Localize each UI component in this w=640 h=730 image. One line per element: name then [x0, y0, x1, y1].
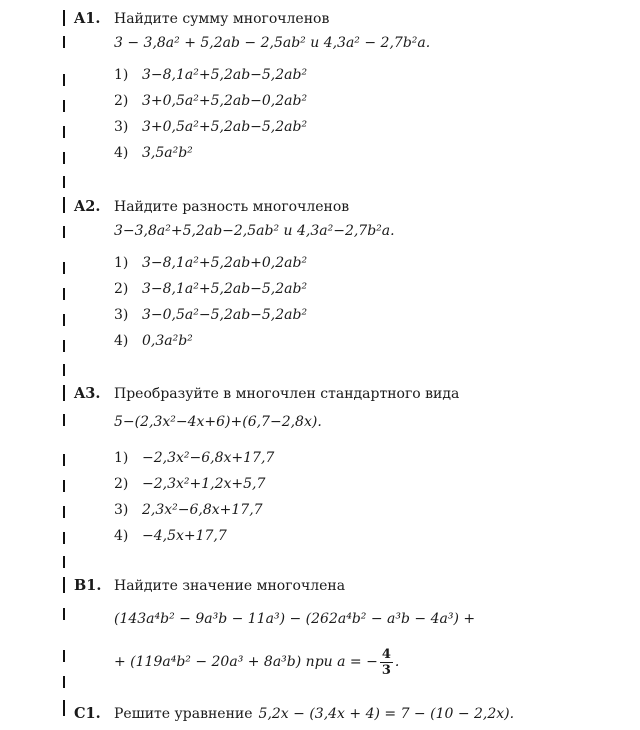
option-number: 2)	[114, 281, 129, 297]
task-a1	[74, 8, 634, 166]
option-text: 3−8,1a²+5,2ab+0,2ab²	[142, 255, 308, 271]
task-c1-title: Решите уравнение	[114, 706, 253, 722]
option-text: −2,3x²−6,8x+17,7	[142, 450, 275, 466]
task-a1-header	[74, 8, 634, 30]
task-a1-expression: 3 − 3,8a² + 5,2ab − 2,5ab² и 4,3a² − 2,7b²a.	[114, 35, 431, 51]
answer-option	[114, 328, 634, 354]
answer-option	[114, 114, 634, 140]
task-a1-id: A1.	[74, 10, 101, 27]
margin-mark	[63, 340, 65, 352]
task-b1-id: B1.	[74, 577, 102, 594]
task-c1-id: C1.	[74, 705, 101, 722]
answer-option	[114, 471, 634, 497]
task-b1-expression-line2	[114, 645, 634, 679]
margin-mark	[63, 454, 65, 466]
option-number: 4)	[114, 528, 129, 544]
margin-mark	[63, 608, 65, 620]
option-text: 3,5a²b²	[142, 145, 193, 161]
margin-mark	[63, 650, 65, 662]
option-number: 4)	[114, 333, 129, 349]
margin-mark	[63, 226, 65, 238]
task-a3-id: A3.	[74, 385, 101, 402]
option-number: 1)	[114, 67, 129, 83]
task-a2-title: Найдите разность многочленов	[114, 199, 350, 215]
answer-option	[114, 445, 634, 471]
answer-option	[114, 276, 634, 302]
task-a1-title: Найдите сумму многочленов	[114, 11, 330, 27]
option-number: 2)	[114, 93, 129, 109]
task-b1-line2-prefix: + (119a⁴b² − 20a³ + 8a³b) при a = −	[114, 654, 378, 670]
option-text: 3−8,1a²+5,2ab−5,2ab²	[142, 67, 308, 83]
margin-mark	[63, 480, 65, 492]
task-a2-options	[74, 250, 634, 354]
task-b1-header	[74, 575, 634, 597]
margin-mark	[63, 364, 65, 376]
margin-mark	[63, 152, 65, 164]
task-c1-body	[114, 703, 514, 725]
fraction	[380, 647, 393, 678]
option-text: 3+0,5a²+5,2ab−0,2ab²	[142, 93, 308, 109]
task-a2-header	[74, 196, 634, 218]
margin-mark	[63, 700, 65, 716]
option-number: 2)	[114, 476, 129, 492]
task-c1-expression: 5,2x − (3,4x + 4) = 7 − (10 − 2,2x).	[258, 706, 515, 722]
margin-mark	[63, 506, 65, 518]
margin-mark	[63, 74, 65, 86]
task-b1-title: Найдите значение многочлена	[114, 578, 346, 594]
option-number: 4)	[114, 145, 129, 161]
task-a3	[74, 383, 634, 549]
margin-mark	[63, 36, 65, 48]
answer-option	[114, 140, 634, 166]
task-a2	[74, 196, 634, 354]
task-a3-header	[74, 383, 634, 405]
task-a2-id: A2.	[74, 198, 101, 215]
answer-option	[114, 62, 634, 88]
answer-option	[114, 88, 634, 114]
task-a3-options	[74, 445, 634, 549]
task-a1-options	[74, 62, 634, 166]
task-a2-expression: 3−3,8a²+5,2ab−2,5ab² и 4,3a²−2,7b²a.	[114, 223, 395, 239]
margin-mark	[63, 577, 65, 593]
answer-option	[114, 523, 634, 549]
answer-option	[114, 497, 634, 523]
fraction-denominator: 3	[381, 662, 391, 678]
option-number: 3)	[114, 307, 129, 323]
task-a3-expression: 5−(2,3x²−4x+6)+(6,7−2,8x).	[114, 414, 322, 430]
margin-mark	[63, 414, 65, 426]
fraction-numerator: 4	[381, 646, 391, 662]
margin-mark	[63, 10, 65, 26]
option-text: 0,3a²b²	[142, 333, 193, 349]
margin-mark	[63, 676, 65, 688]
margin-mark	[63, 288, 65, 300]
margin-mark	[63, 532, 65, 544]
option-number: 3)	[114, 119, 129, 135]
answer-option	[114, 302, 634, 328]
task-a3-title: Преобразуйте в многочлен стандартного вида	[114, 386, 460, 402]
task-c1	[74, 703, 634, 725]
task-c1-header	[74, 703, 634, 725]
margin-mark	[63, 314, 65, 326]
answer-option	[114, 250, 634, 276]
option-text: −2,3x²+1,2x+5,7	[142, 476, 266, 492]
margin-mark	[63, 197, 65, 213]
option-number: 3)	[114, 502, 129, 518]
option-text: 3+0,5a²+5,2ab−5,2ab²	[142, 119, 308, 135]
margin-mark	[63, 126, 65, 138]
option-number: 1)	[114, 255, 129, 271]
margin-mark	[63, 100, 65, 112]
margin-mark	[63, 176, 65, 188]
option-number: 1)	[114, 450, 129, 466]
margin-mark	[63, 556, 65, 568]
task-b1-line2-suffix: .	[394, 654, 400, 670]
option-text: 2,3x²−6,8x+17,7	[142, 502, 263, 518]
margin-mark	[63, 385, 65, 401]
margin-mark	[63, 262, 65, 274]
task-b1-expression-line1: (143a⁴b² − 9a³b − 11a³) − (262a⁴b² − a³b − 4a³) +	[114, 611, 476, 627]
option-text: −4,5x+17,7	[142, 528, 227, 544]
option-text: 3−0,5a²−5,2ab−5,2ab²	[142, 307, 308, 323]
option-text: 3−8,1a²+5,2ab−5,2ab²	[142, 281, 308, 297]
task-b1	[74, 575, 634, 679]
